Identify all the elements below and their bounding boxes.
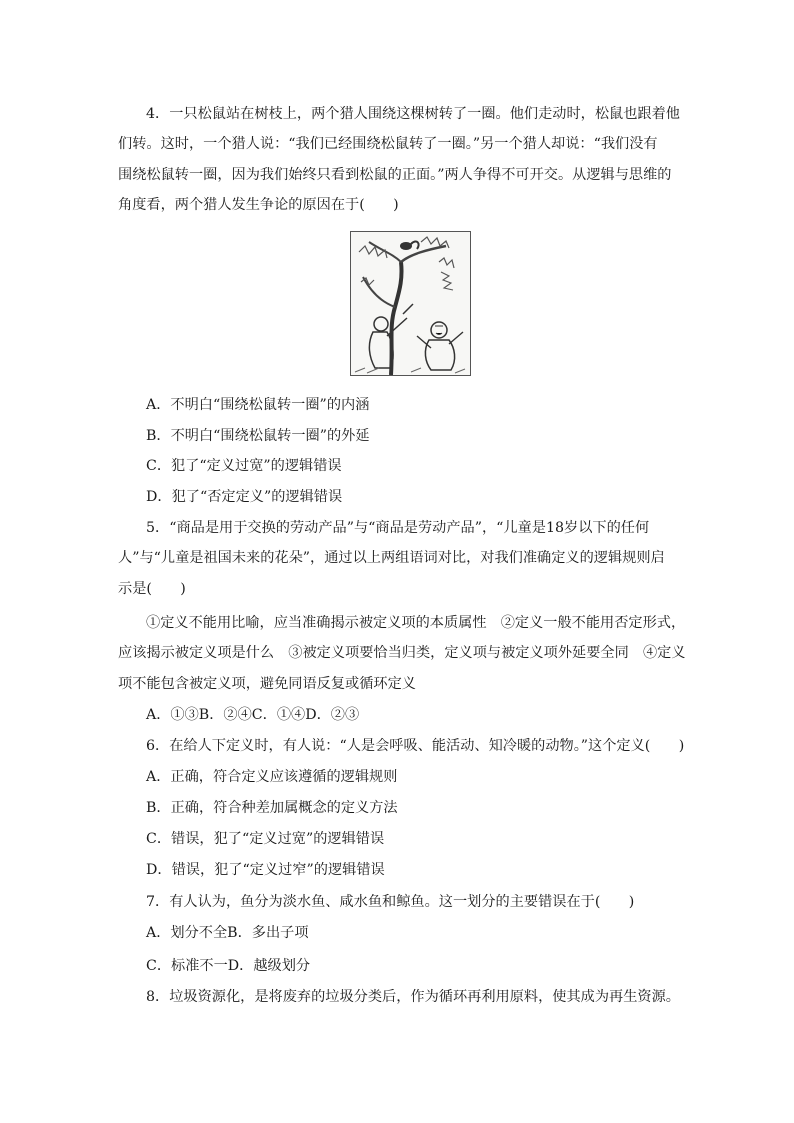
q4-option-a: A．不明白“围绕松鼠转一圈”的内涵	[146, 397, 370, 413]
q5-statement-line-3: 项不能包含被定义项，避免同语反复或循环定义	[118, 676, 416, 692]
q4-option-d: D．犯了“否定定义”的逻辑错误	[146, 489, 343, 505]
q7-stem: 7．有人认为，鱼分为淡水鱼、咸水鱼和鲸鱼。这一划分的主要错误在于( )	[146, 894, 635, 910]
q4-line-1: 4．一只松鼠站在树枝上，两个猎人围绕这棵树转了一圈。他们走动时，松鼠也跟着他	[146, 106, 680, 122]
q4-line-3: 围绕松鼠转一圈，因为我们始终只看到松鼠的正面。”两人争得不可开交。从逻辑与思维的	[118, 167, 672, 183]
q6-stem: 6．在给人下定义时，有人说：“人是会呼吸、能活动、知冷暖的动物。”这个定义( )	[146, 738, 685, 754]
q5-line-1: 5．“商品是用于交换的劳动产品”与“商品是劳动产品”，“儿童是18岁以下的任何	[146, 520, 650, 536]
q6-option-d: D．错误，犯了“定义过窄”的逻辑错误	[146, 862, 385, 878]
q5-statement-line-1: ①定义不能用比喻，应当准确揭示被定义项的本质属性 ②定义一般不能用否定形式，	[146, 615, 686, 631]
q4-option-b: B．不明白“围绕松鼠转一圈”的外延	[146, 428, 370, 444]
q7-options-row-1: A．划分不全B．多出子项	[146, 925, 309, 941]
q4-option-c: C．犯了“定义过宽”的逻辑错误	[146, 458, 342, 474]
q5-line-3: 示是( )	[118, 581, 186, 597]
q8-stem: 8．垃圾资源化，是将废弃的垃圾分类后，作为循环再利用原料，使其成为再生资源。	[146, 989, 680, 1005]
squirrel-hunters-illustration	[350, 231, 471, 376]
q6-option-b: B．正确，符合种差加属概念的定义方法	[146, 800, 398, 816]
q6-option-c: C．错误，犯了“定义过宽”的逻辑错误	[146, 831, 385, 847]
q5-statement-line-2: 应该揭示被定义项是什么 ③被定义项要恰当归类，定义项与被定义项外延要全同 ④定义	[118, 645, 686, 661]
q4-line-4: 角度看，两个猎人发生争论的原因在于( )	[118, 197, 399, 213]
q7-options-row-2: C．标准不一D．越级划分	[146, 958, 311, 974]
illustration-drawing	[351, 232, 470, 375]
q5-line-2: 人”与“儿童是祖国未来的花朵”，通过以上两组语词对比，对我们准确定义的逻辑规则启	[118, 550, 665, 566]
q6-option-a: A．正确，符合定义应该遵循的逻辑规则	[146, 769, 398, 785]
q5-options: A．①③B．②④C．①④D．②③	[146, 707, 360, 723]
q4-line-2: 们转。这时，一个猎人说：“我们已经围绕松鼠转了一圈。”另一个猎人却说：“我们没有	[118, 136, 658, 152]
